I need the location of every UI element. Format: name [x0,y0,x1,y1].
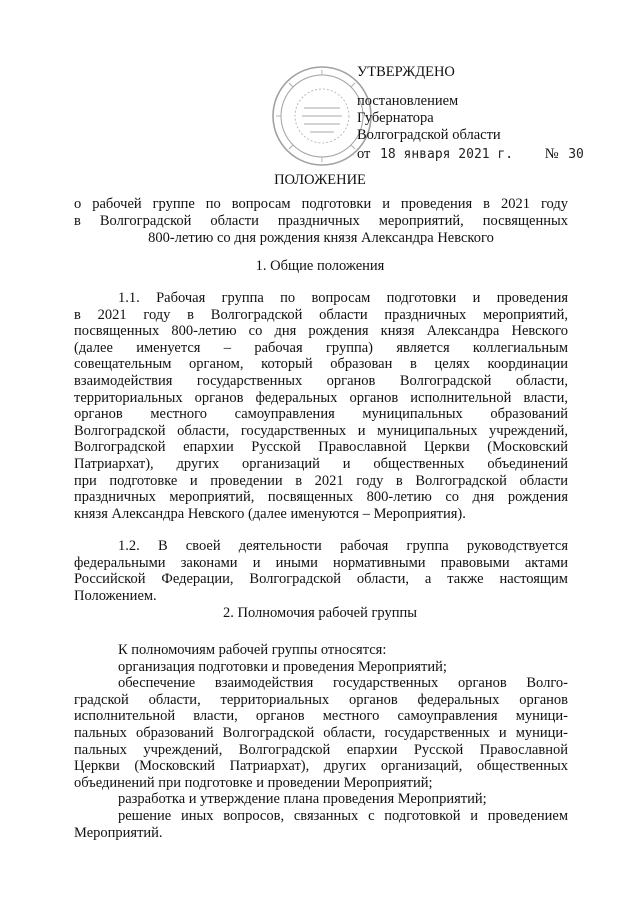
text-line: взаимодействия государственных органов Волгоградской области, [74,372,568,389]
paragraph-1-1 [74,290,568,522]
text-line: посвященных 800-летию со дня рождения князя Александра Невского [74,323,568,340]
approval-number: 30 [568,147,584,162]
section-heading-1: 1. Общие положения [255,258,385,274]
text-line: 1.1. Рабочая группа по вопросам подготовки и проведения [118,290,568,306]
text-line: Волгоградской области, государственных и муниципальных учреждений, [74,422,568,439]
text-line: обеспечение взаимодействия государственных органов Волго- [118,675,568,692]
text-line: пальных учреждений, Волгоградской епархии Русской Православной [74,741,568,758]
approval-line: постановлением [357,93,459,109]
number-prefix: № [544,146,559,162]
text-line: территориальных органов федеральных органов исполнительной власти, [74,389,568,406]
approval-block [357,64,501,144]
text-line: К полномочиям рабочей группы относятся: [118,642,387,658]
text-line: Положением. [74,587,157,604]
subtitle-line: о рабочей группе по вопросам подготовки и проведения в 2021 году [74,196,568,212]
text-line: Мероприятий. [74,824,163,841]
text-line: организация подготовки и проведения Мероприятий; [118,658,447,675]
text-line: 1.2. В своей деятельности рабочая группа руководствуется [118,538,568,554]
text-line: пальных образований Волгоградской области, государственных и муници- [74,724,568,741]
section-heading-2: 2. Полномочия рабочей группы [223,605,417,621]
text-line: исполнительной власти, органов местного самоуправления муници- [74,708,568,725]
text-line: Волгоградской епархии Русской Православной Церкви (Московский [74,439,568,456]
section-2-body [74,642,568,841]
text-line: Российской Федерации, Волгоградской области, а также настоящим [74,571,568,588]
text-line: Патриархат), других организаций и общественных объединений [74,455,568,472]
date-prefix: от [357,146,371,162]
approval-heading: УТВЕРЖДЕНО [357,64,455,80]
text-line: решение иных вопросов, связанных с подготовкой и проведением [118,807,568,824]
text-line: федеральными законами и иными нормативными правовыми актами [74,554,568,571]
text-line: градской области, территориальных органов федеральных органов [74,691,568,708]
approval-line: Волгоградской области [357,127,501,143]
subtitle-line: 800-летию со дня рождения князя Александра Невского [148,230,494,246]
text-line: совещательным органом, который образован в целях координации [74,356,568,373]
document-title: ПОЛОЖЕНИЕ [274,172,366,188]
text-line: князя Александра Невского (далее именуются – Мероприятия). [74,505,466,522]
text-line: разработка и утверждение плана проведения Мероприятий; [118,791,487,808]
text-line: в 2021 году в Волгоградской области праздничных мероприятий, [74,306,568,323]
approval-date: 18 января 2021 г. [380,147,514,162]
document-subtitle [74,196,568,247]
approval-line: Губернатора [357,110,434,126]
text-line: (далее именуется – рабочая группа) является коллегиальным [74,339,568,356]
text-line: Церкви (Московский Патриархат), других организаций, общественных [74,758,568,775]
text-line: органов местного самоуправления муниципальных образований [74,406,568,423]
text-line: объединений при подготовке и проведении Мероприятий; [74,774,433,791]
text-line: праздничных мероприятий, посвященных 800-летию со дня рождения [74,489,568,506]
subtitle-line: в Волгоградской области праздничных мероприятий, посвященных [74,213,568,229]
paragraph-1-2 [74,538,568,604]
text-line: при подготовке и проведении в 2021 году в Волгоградской области [74,472,568,489]
approval-date-line [357,146,590,163]
